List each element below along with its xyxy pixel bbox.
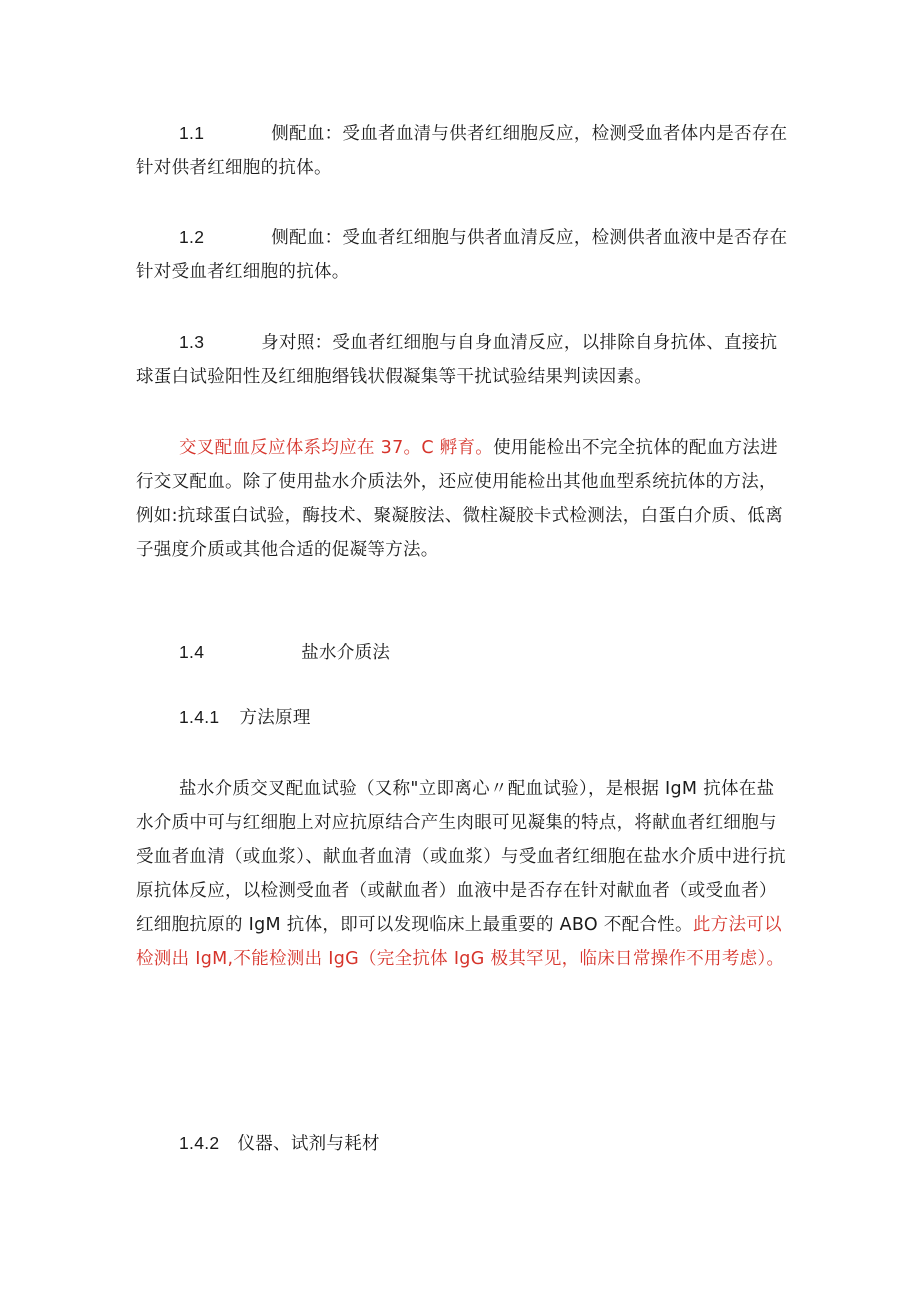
heading-1-4 bbox=[136, 635, 788, 670]
heading-1-4-1 bbox=[136, 700, 788, 735]
highlighted-note: 交叉配血反应体系均应在 37。C 孵育。 bbox=[179, 438, 494, 458]
section-number: 1.2 bbox=[179, 227, 205, 247]
paragraph-1-1 bbox=[136, 116, 788, 185]
section-number: 1.4.2 bbox=[179, 1133, 220, 1153]
heading-text: 盐水介质法 bbox=[301, 643, 391, 663]
paragraph-text: 侧配血：受血者红细胞与供者血清反应，检测供者血液中是否存在针对受血者红细胞的抗体。 bbox=[136, 228, 788, 282]
paragraph-saline-principle bbox=[136, 772, 788, 976]
highlighted-note: 此方法可以检测出 IgM,不能检测出 IgG（完全抗体 IgG 极其罕见，临床日常操作不用考虑）。 bbox=[136, 915, 785, 969]
section-number: 1.4 bbox=[179, 642, 205, 662]
section-number: 1.4.1 bbox=[179, 707, 220, 727]
paragraph-text: 侧配血：受血者血清与供者红细胞反应，检测受血者体内是否存在针对供者红细胞的抗体。 bbox=[136, 124, 788, 178]
paragraph-1-2 bbox=[136, 220, 788, 289]
paragraph-text: 身对照：受血者红细胞与自身血清反应，以排除自身抗体、直接抗球蛋白试验阳性及红细胞缗钱状假凝集等干扰试验结果判读因素。 bbox=[136, 333, 778, 387]
heading-text: 仪器、试剂与耗材 bbox=[237, 1134, 380, 1154]
paragraph-1-3 bbox=[136, 325, 788, 394]
paragraph-text: 使用能检出不完全抗体的配血方法进行交叉配血。除了使用盐水介质法外，还应使用能检出其他血型系统抗体的方法，例如:抗球蛋白试验，酶技术、聚凝胺法、微柱凝胶卡式检测法，白蛋白介质、低离子强度介质或其他合适的促凝等方法。 bbox=[136, 438, 783, 560]
section-number: 1.1 bbox=[179, 123, 205, 143]
section-number: 1.3 bbox=[179, 332, 205, 352]
paragraph-crossmatch-methods bbox=[136, 431, 788, 567]
paragraph-text: 盐水介质交叉配血试验（又称"立即离心〃配血试验），是根据 IgM 抗体在盐水介质中可与红细胞上对应抗原结合产生肉眼可见凝集的特点，将献血者红细胞与受血者血清（或血浆）、献血者血清（或血浆）与受血者红细胞在盐水介质中进行抗原抗体反应，以检测受血者（或献血者）血液中是否存在针对献血者（或受血者）红细胞抗原的 IgM 抗体，即可以发现临床上最重要的 ABO 不配合性。 bbox=[136, 779, 786, 935]
heading-1-4-2 bbox=[136, 1126, 788, 1161]
heading-text: 方法原理 bbox=[239, 708, 311, 728]
